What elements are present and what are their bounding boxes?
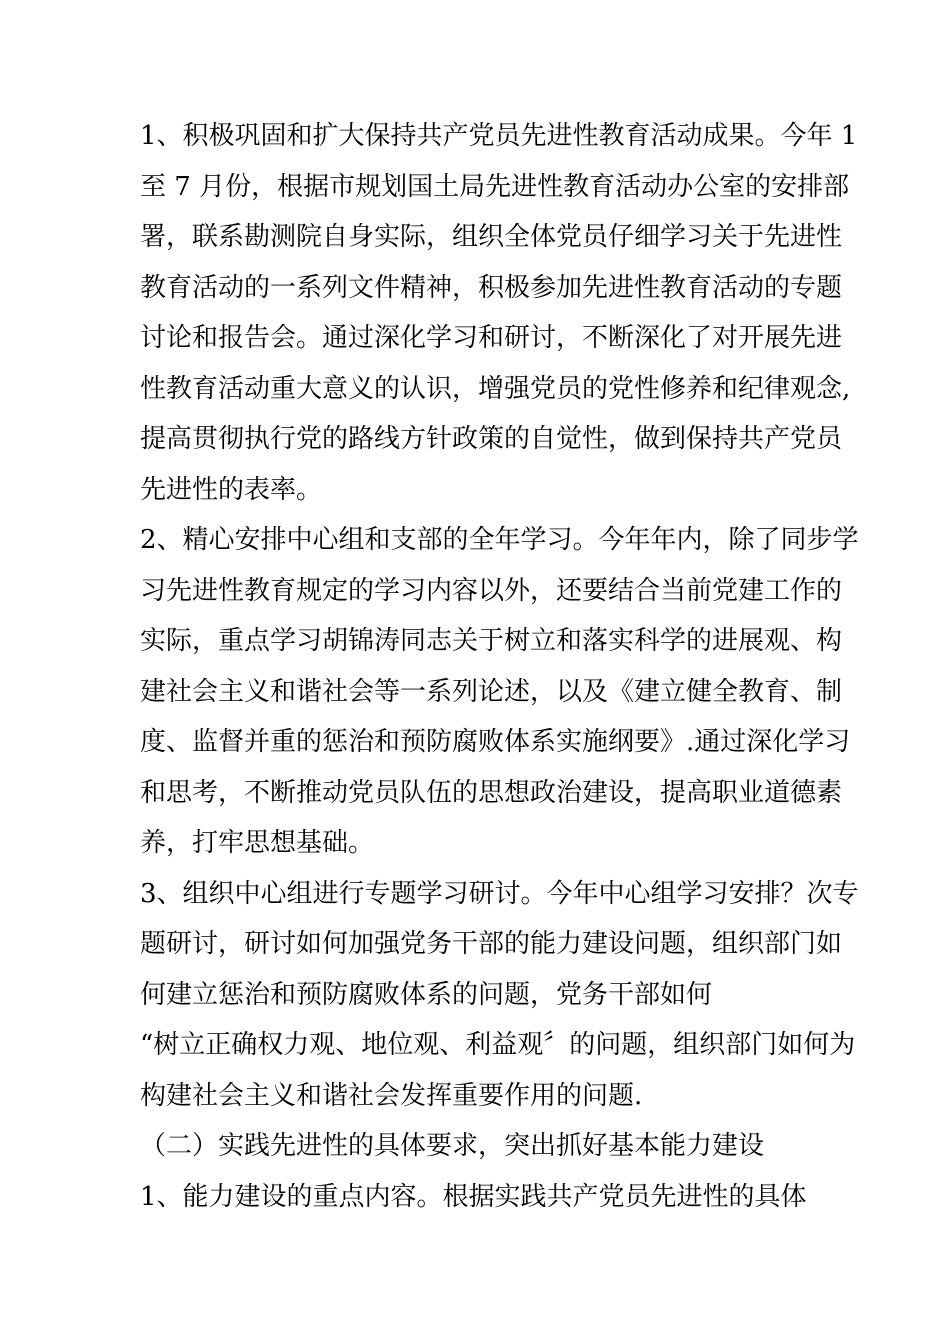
text-line: 教育活动的一系列文件精神，积极参加先进性教育活动的专题	[140, 272, 843, 303]
paragraph-3	[140, 869, 859, 1122]
text-line: 提高贯彻执行党的路线方针政策的自觉性，做到保持共产党员	[140, 424, 843, 454]
text-line: “树立正确权力观、地位观、利益观〞的问题，组织部门如何为	[140, 1030, 856, 1060]
text-line: 2、精心安排中心组和支部的全年学习。今年年内，除了同步学	[140, 525, 859, 555]
text-line: 度、监督并重的惩治和预防腐败体系实施纲要》.通过深化学习	[140, 727, 851, 757]
text-line: 至 7 月份，根据市规划国土局先进性教育活动办公室的安排部	[140, 171, 850, 202]
text-line: 构建社会主义和谐社会发挥重要作用的问题.	[140, 1080, 643, 1111]
text-line: 署，联系勘测院自身实际，组织全体党员仔细学习关于先进性	[140, 222, 843, 252]
text-line: 3、组织中心组进行专题学习研讨。今年中心组学习安排？次专	[140, 878, 859, 909]
text-line: 建社会主义和谐社会等一系列论述，以及《建立健全教育、制	[140, 676, 843, 707]
paragraph-2	[140, 515, 859, 869]
text-line: 性教育活动重大意义的认识，增强党员的党性修养和纪律观念,	[140, 373, 851, 404]
text-line: 习先进性教育规定的学习内容以外，还要结合当前党建工作的	[140, 575, 843, 606]
section-heading-text: （二）实践先进性的具体要求，突出抓好基本能力建设	[140, 1131, 765, 1161]
section-heading	[140, 1121, 830, 1172]
text-line: 养，打牢思想基础。	[140, 828, 375, 858]
text-line: 何建立惩治和预防腐败体系的问题，党务干部如何	[140, 979, 713, 1010]
text-line: 先进性的表率。	[140, 474, 323, 505]
text-line: 实际，重点学习胡锦涛同志关于树立和落实科学的进展观、构	[140, 626, 843, 656]
document-body	[140, 111, 859, 1222]
text-line: 1、能力建设的重点内容。根据实践共产党员先进性的具体	[140, 1181, 807, 1212]
text-line: 1、积极巩固和扩大保持共产党员先进性教育活动成果。今年 1	[140, 121, 858, 151]
text-line: 和思考，不断推动党员队伍的思想政治建设，提高职业道德素	[140, 777, 843, 808]
paragraph-4	[140, 1172, 830, 1223]
paragraph-1	[140, 111, 858, 515]
text-line: 讨论和报告会。通过深化学习和研讨，不断深化了对开展先进	[140, 323, 843, 353]
text-line: 题研讨，研讨如何加强党务干部的能力建设问题，组织部门如	[140, 929, 843, 959]
